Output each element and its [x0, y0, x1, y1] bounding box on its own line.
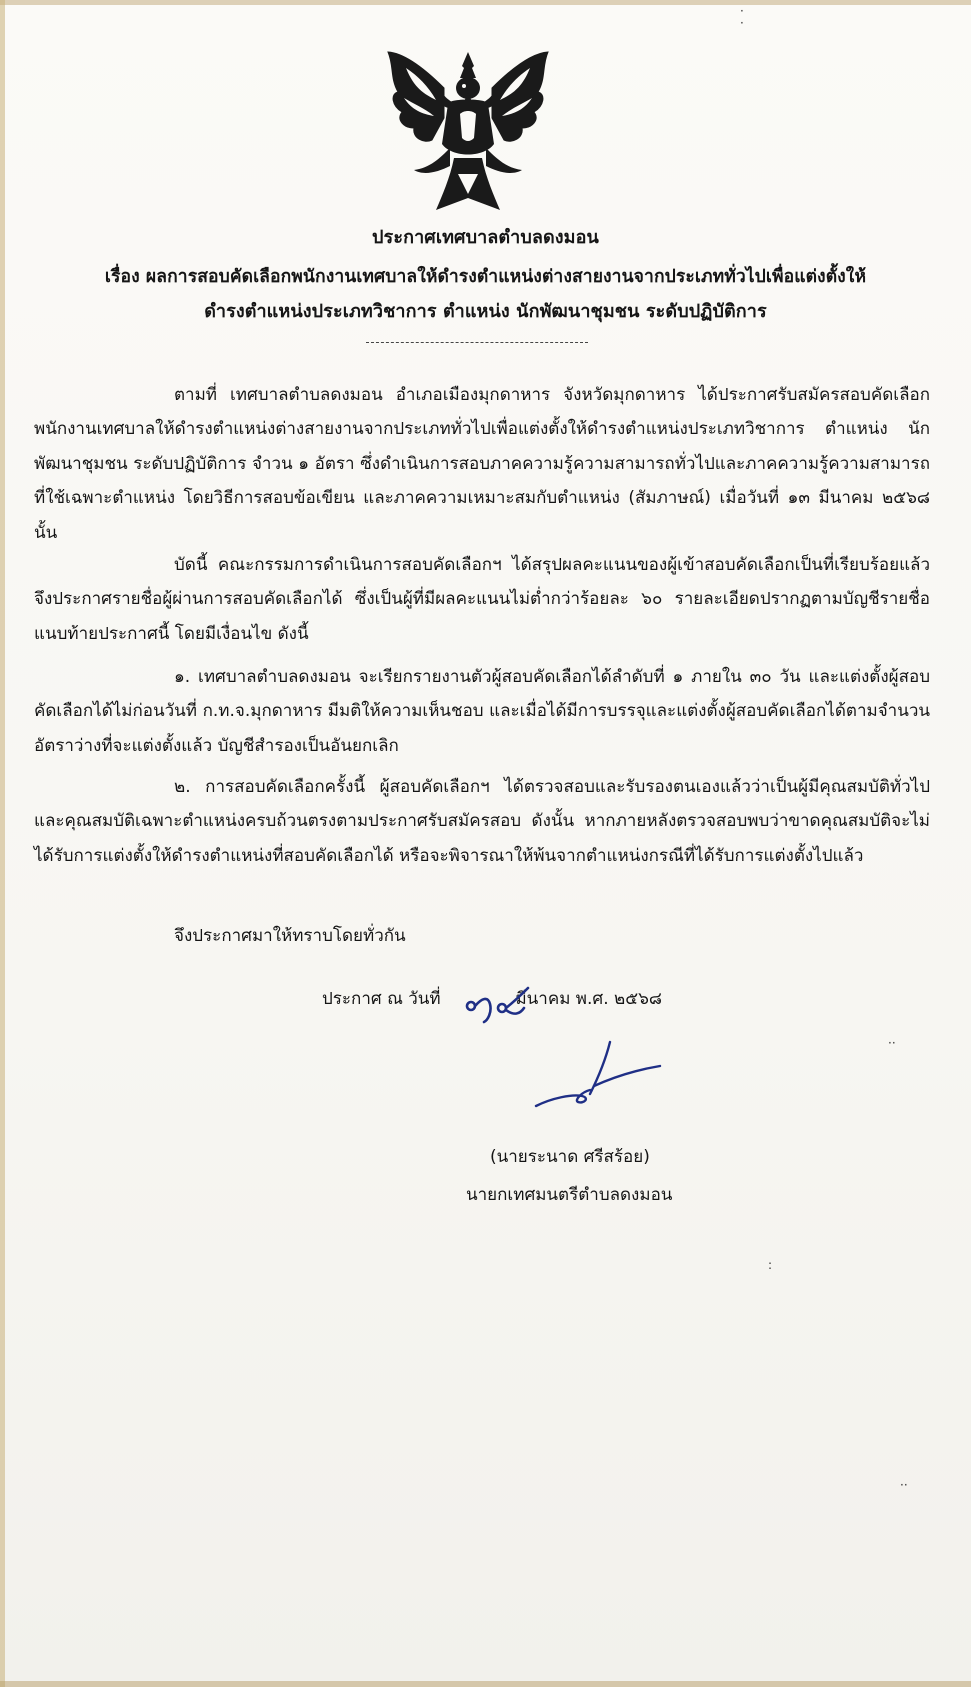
- paper-edge-left: [0, 0, 5, 1687]
- signature-icon: [532, 1040, 672, 1110]
- scan-speck: :: [768, 1258, 773, 1272]
- announcement-subject-line-2: ดำรงตำแหน่งประเภทวิชาการ ตำแหน่ง นักพัฒนาชุมชน ระดับปฏิบัติการ: [204, 301, 767, 322]
- closing-statement: จึงประกาศมาให้ทราบโดยทั่วกัน: [174, 926, 406, 946]
- header-divider: [366, 342, 588, 343]
- handwritten-day-ink-icon: [462, 984, 538, 1028]
- condition-2-text: ๒. การสอบคัดเลือกครั้งนี้ ผู้สอบคัดเลือกฯ ได้ตรวจสอบและรับรองตนเองแล้วว่าเป็นผู้มีคุณสมบัติทั่วไป และคุณสมบัติเฉพาะตำแหน่งครบถ้วนตรงตามประกาศรับสมัครสอบ ดังนั้น หากภายหลังตรวจสอบพบว่าขาดคุณสมบัติจะไม่ได้รับการแต่งตั้งให้ดำรงตำแหน่งที่สอบคัดเลือกได้ หรือจะพิจารณาให้พ้นจากตำแหน่งกรณีที่ได้รับการแต่งตั้งไปแล้ว: [34, 777, 930, 866]
- announcement-title: ประกาศเทศบาลตำบลดงมอน: [372, 227, 599, 248]
- condition-1-paragraph: [34, 660, 930, 763]
- scan-speck: ··: [900, 1478, 908, 1492]
- signer-name: (นายระนาด ศรีสร้อย): [490, 1147, 650, 1167]
- date-suffix: มีนาคม พ.ศ. ๒๕๖๘: [515, 989, 662, 1009]
- announcement-subject-line-1: เรื่อง ผลการสอบคัดเลือกพนักงานเทศบาลให้ดำรงตำแหน่งต่างสายงานจากประเภททั่วไปเพื่อแต่งตั้งให้: [104, 267, 867, 287]
- body-paragraph-2: [34, 548, 930, 651]
- paper-edge-top: [0, 0, 971, 5]
- paper-edge-bottom: [0, 1681, 971, 1687]
- garuda-emblem-icon: [384, 48, 552, 214]
- scan-speck: ··: [888, 1036, 896, 1050]
- scan-speck: ·: [740, 16, 744, 30]
- body-paragraph-2-text: บัดนี้ คณะกรรมการดำเนินการสอบคัดเลือกฯ ได้สรุปผลคะแนนของผู้เข้าสอบคัดเลือกเป็นที่เรียบร้อยแล้ว จึงประกาศรายชื่อผู้ผ่านการสอบคัดเลือกได้ ซึ่งเป็นผู้ที่มีผลคะแนนไม่ต่ำกว่าร้อยละ ๖๐ รายละเอียดปรากฏตามบัญชีรายชื่อแนบท้ายประกาศนี้ โดยมีเงื่อนไข ดังนี้: [34, 555, 930, 644]
- scan-speck: ·: [740, 4, 744, 18]
- condition-2-paragraph: [34, 770, 930, 873]
- body-paragraph-1-text: ตามที่ เทศบาลตำบลดงมอน อำเภอเมืองมุกดาหาร จังหวัดมุกดาหาร ได้ประกาศรับสมัครสอบคัดเลือกพนักงานเทศบาลให้ดำรงตำแหน่งต่างสายงานจากประเภททั่วไปเพื่อแต่งตั้งให้ดำรงตำแหน่งประเภทวิชาการ ตำแหน่ง นักพัฒนาชุมชน ระดับปฏิบัติการ จำวน ๑ อัตรา ซึ่งดำเนินการสอบภาคความรู้ความสามารถทั่วไปและภาคความรู้ความสามารถที่ใช้เฉพาะตำแหน่ง โดยวิธีการสอบข้อเขียน และภาคความเหมาะสมกับตำแหน่ง (สัมภาษณ์) เมื่อวันที่ ๑๓ มีนาคม ๒๕๖๘ นั้น: [34, 385, 930, 543]
- body-paragraph-1: [34, 378, 930, 550]
- condition-1-text: ๑. เทศบาลตำบลดงมอน จะเรียกรายงานตัวผู้สอบคัดเลือกได้ลำดับที่ ๑ ภายใน ๓๐ วัน และแต่งตั้งผู้สอบคัดเลือกได้ไม่ก่อนวันที่ ก.ท.จ.มุกดาหาร มีมติให้ความเห็นชอบ และเมื่อได้มีการบรรจุและแต่งตั้งผู้สอบคัดเลือกได้ตามจำนวนอัตราว่างที่จะแต่งตั้งแล้ว บัญชีสำรองเป็นอันยกเลิก: [34, 667, 930, 756]
- date-prefix: ประกาศ ณ วันที่: [322, 989, 441, 1009]
- signer-position: นายกเทศมนตรีตำบลดงมอน: [466, 1185, 673, 1205]
